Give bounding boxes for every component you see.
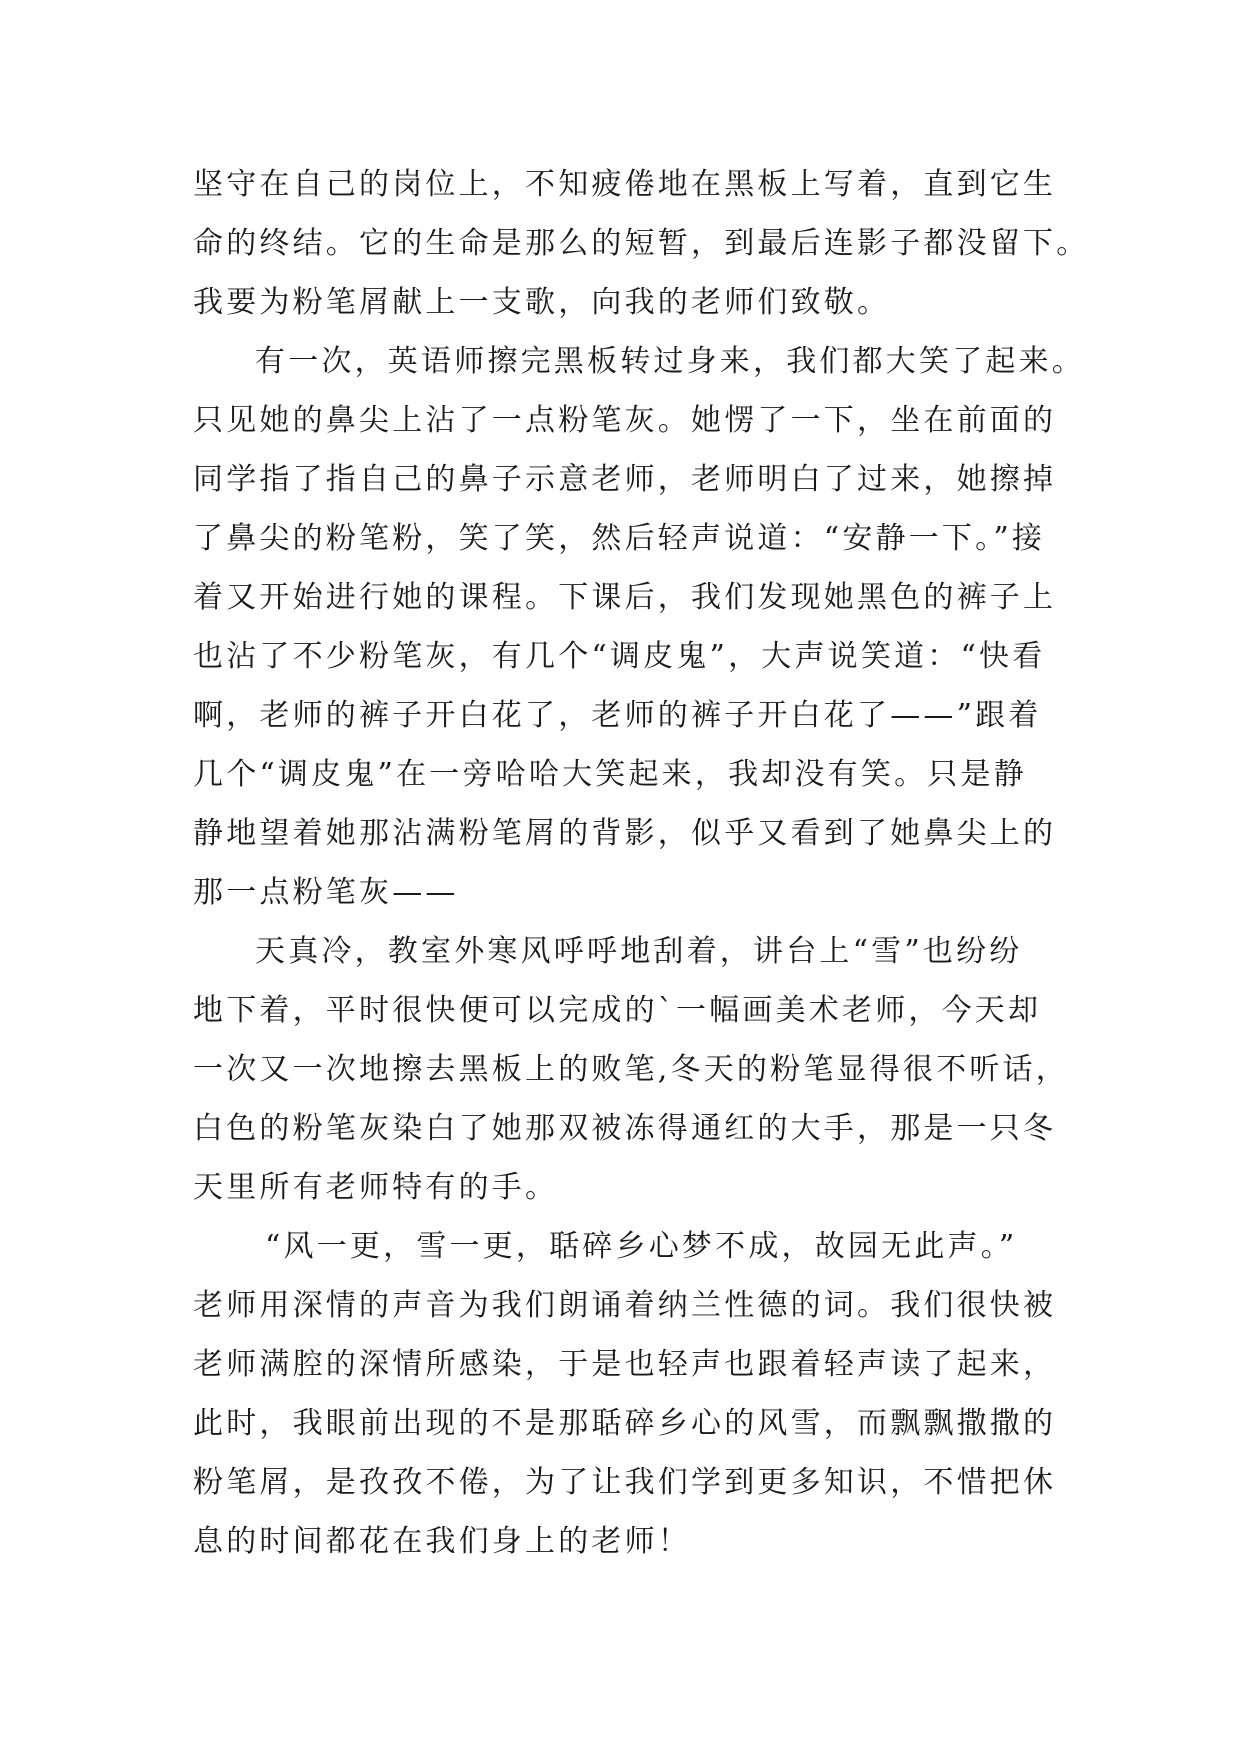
text-line: 天真冷，教室外寒风呼呼地刮着，讲台上“雪”也纷纷 [255, 934, 1023, 969]
text-line: 此时，我眼前出现的不是那聒碎乡心的风雪，而飘飘撒撒的 [193, 1406, 1057, 1441]
text-line: “风一更，雪一更，聒碎乡心梦不成，故园无此声。” [265, 1229, 1018, 1264]
text-line: 有一次，英语师擦完黑板转过身来，我们都大笑了起来。 [255, 344, 1085, 379]
text-line: 息的时间都花在我们身上的老师！ [193, 1524, 691, 1559]
text-line: 命的终结。它的生命是那么的短暂，到最后连影子都没留下。 [193, 226, 1090, 261]
text-line: 那一点粉笔灰—— [193, 875, 459, 910]
text-line: 同学指了指自己的鼻子示意老师，老师明白了过来，她擦掉 [193, 462, 1057, 497]
text-line: 只见她的鼻尖上沾了一点粉笔灰。她愣了一下，坐在前面的 [193, 403, 1057, 438]
text-line: 白色的粉笔灰染白了她那双被冻得通红的大手，那是一只冬 [193, 1111, 1057, 1146]
text-line: 也沾了不少粉笔灰，有几个“调皮鬼”，大声说笑道：“快看 [193, 639, 1046, 674]
text-line: 粉笔屑，是孜孜不倦，为了让我们学到更多知识，不惜把休 [193, 1465, 1057, 1500]
text-line: 了鼻尖的粉笔粉，笑了笑，然后轻声说道：“安静一下。”接 [193, 521, 1046, 556]
paragraph-1 [193, 155, 1090, 332]
paragraph-2 [193, 332, 1085, 922]
paragraph-4 [193, 1217, 1063, 1571]
text-line: 着又开始进行她的课程。下课后，我们发现她黑色的裤子上 [193, 580, 1057, 615]
text-line: 老师满腔的深情所感染，于是也轻声也跟着轻声读了起来， [193, 1347, 1057, 1382]
text-line: 坚守在自己的岗位上，不知疲倦地在黑板上写着，直到它生 [193, 167, 1057, 202]
text-line: 啊，老师的裤子开白花了，老师的裤子开白花了——”跟着 [193, 698, 1042, 733]
text-line: 一次又一次地擦去黑板上的败笔,冬天的粉笔显得很不听话， [193, 1052, 1069, 1087]
text-line: 几个“调皮鬼”在一旁哈哈大笑起来，我却没有笑。只是静 [193, 757, 1027, 792]
paragraph-3 [193, 922, 1069, 1217]
text-line: 天里所有老师特有的手。 [193, 1170, 559, 1205]
text-line: 老师用深情的声音为我们朗诵着纳兰性德的词。我们很快被 [193, 1288, 1057, 1323]
text-line: 地下着，平时很快便可以完成的`一幅画美术老师，今天却 [193, 993, 1042, 1028]
text-line: 我要为粉笔屑献上一支歌，向我的老师们致敬。 [193, 285, 891, 320]
document-page [193, 155, 1090, 1571]
text-line: 静地望着她那沾满粉笔屑的背影，似乎又看到了她鼻尖上的 [193, 816, 1057, 851]
